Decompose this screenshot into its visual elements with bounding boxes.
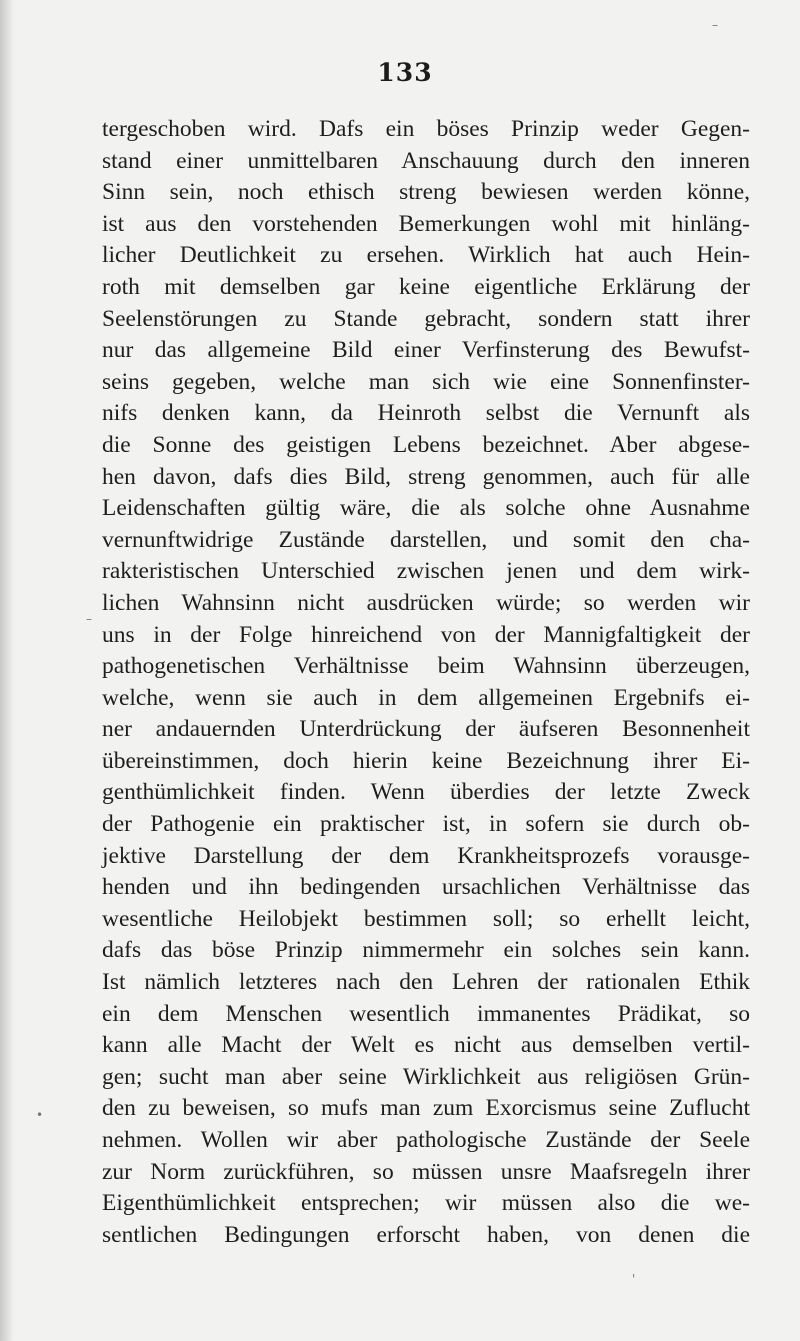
- scan-speck: –: [712, 18, 718, 32]
- text-line: gen; sucht man aber seine Wirklichkeit aus religiösen Grün-: [102, 1063, 750, 1090]
- text-line: den zu beweisen, so mufs man zum Exorcismus seine Zuflucht: [102, 1095, 750, 1122]
- page-number: 133: [377, 58, 433, 87]
- text-line: der Pathogenie ein praktischer ist, in sofern sie durch ob-: [102, 811, 750, 838]
- text-line: tergeschoben wird. Dafs ein böses Prinzip weder Gegen-: [102, 116, 750, 142]
- text-line: Seelenstörungen zu Stande gebracht, sondern statt ihrer: [102, 305, 750, 332]
- text-line: welche, wenn sie auch in dem allgemeinen Ergebnifs ei-: [102, 684, 750, 711]
- body-text: [102, 114, 750, 1251]
- text-line: stand einer unmittelbaren Anschauung durch den inneren: [102, 147, 750, 174]
- text-line: Eigenthümlichkeit entsprechen; wir müssen also die we-: [102, 1190, 750, 1217]
- text-line: ist aus den vorstehenden Bemerkungen wohl mit hinläng-: [102, 210, 750, 237]
- text-line: nehmen. Wollen wir aber pathologische Zustände der Seele: [102, 1127, 750, 1153]
- scan-speck: ': [632, 1272, 636, 1286]
- text-line: übereinstimmen, doch hierin keine Bezeichnung ihrer Ei-: [102, 747, 750, 774]
- text-line: roth mit demselben gar keine eigentliche Erklärung der: [102, 273, 750, 300]
- text-line: dafs das böse Prinzip nimmermehr ein solches sein kann.: [102, 937, 750, 964]
- text-line: Sinn sein, noch ethisch streng bewiesen werden könne,: [102, 179, 750, 206]
- text-line: die Sonne des geistigen Lebens bezeichnet. Aber abgese-: [102, 431, 750, 458]
- text-line: seins gegeben, welche man sich wie eine Sonnenfinster-: [102, 368, 750, 395]
- text-line: sentlichen Bedingungen erforscht haben, von denen die: [102, 1221, 750, 1248]
- text-line: licher Deutlichkeit zu ersehen. Wirklich hat auch Hein-: [102, 242, 750, 269]
- text-line: zur Norm zurückführen, so müssen unsre Maafsregeln ihrer: [102, 1158, 750, 1185]
- text-line: nur das allgemeine Bild einer Verfinsterung des Bewufst-: [102, 337, 750, 364]
- text-line: jektive Darstellung der dem Krankheitsprozefs vorausge-: [102, 842, 750, 869]
- scan-speck: •: [36, 1108, 44, 1122]
- scan-speck: –: [86, 612, 92, 626]
- text-line: vernunftwidrige Zustände darstellen, und somit den cha-: [102, 526, 750, 553]
- text-line: kann alle Macht der Welt es nicht aus demselben vertil-: [102, 1032, 750, 1059]
- text-line: ner andauernden Unterdrückung der äufseren Besonnenheit: [102, 716, 750, 743]
- text-line: Ist nämlich letzteres nach den Lehren der rationalen Ethik: [102, 969, 750, 996]
- text-line: genthümlichkeit finden. Wenn überdies der letzte Zweck: [102, 779, 750, 806]
- text-line: wesentliche Heilobjekt bestimmen soll; so erhellt leicht,: [102, 905, 750, 932]
- page-gutter-shadow: [0, 0, 14, 1341]
- text-line: Leidenschaften gültig wäre, die als solche ohne Ausnahme: [102, 495, 750, 522]
- text-line: hen davon, dafs dies Bild, streng genommen, auch für alle: [102, 463, 750, 490]
- text-line: pathogenetischen Verhältnisse beim Wahnsinn überzeugen,: [102, 653, 750, 680]
- text-line: rakteristischen Unterschied zwischen jenen und dem wirk-: [102, 558, 750, 585]
- text-line: uns in der Folge hinreichend von der Mannigfaltigkeit der: [102, 621, 750, 648]
- text-line: henden und ihn bedingenden ursachlichen Verhältnisse das: [102, 874, 750, 901]
- text-line: ein dem Menschen wesentlich immanentes Prädikat, so: [102, 1000, 750, 1027]
- text-line: nifs denken kann, da Heinroth selbst die Vernunft als: [102, 400, 750, 427]
- text-line: lichen Wahnsinn nicht ausdrücken würde; so werden wir: [102, 589, 750, 616]
